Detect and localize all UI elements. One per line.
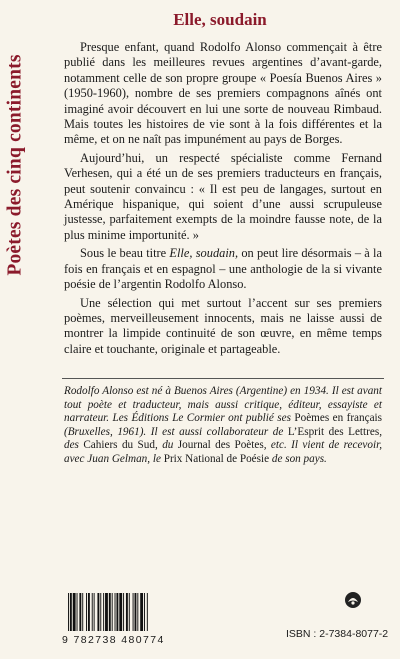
divider bbox=[62, 378, 384, 379]
barcode-bar bbox=[115, 593, 116, 631]
bio-s10: Prix National de Poésie bbox=[163, 452, 270, 465]
barcode-bar bbox=[82, 593, 83, 631]
isbn: ISBN : 2-7384-8077-2 bbox=[286, 628, 389, 640]
series-title-text: Poètes des cinq continents bbox=[5, 54, 27, 276]
barcode-bar bbox=[116, 593, 118, 631]
barcode-bar bbox=[73, 593, 76, 631]
barcode-bar bbox=[135, 593, 137, 631]
barcode-bar bbox=[79, 593, 81, 631]
bio-s1: Rodolfo Alonso est né à Buenos Aires (Argentine) en 1934. Il est avant tout poète et traducteur, mais aussi critique, éditeur, essayiste et narrateur. Les Éditions Le Cormier ont publié ses bbox=[64, 385, 382, 425]
book-title: Elle, soudain bbox=[173, 10, 267, 29]
blurb-p3-post: on peut lire désormais – à la fois en français et en espagnol – une anthologie de la si vivante poésie de l’argentin Rodolfo Alonso. bbox=[64, 246, 382, 292]
barcode-bar bbox=[137, 593, 138, 631]
bio-s9: , etc. Il vient de recevoir, avec Juan Gelman, le bbox=[64, 439, 382, 465]
blurb-paragraph-4: Une sélection qui met surtout l’accent sur ses premiers poèmes, merveilleusement innocents, mais ne laisse aussi de montrer la limpide continuité de son œuvre, en même temps claire et touchante, originale et partageable. bbox=[64, 295, 382, 356]
barcode-bar bbox=[112, 593, 113, 631]
blurb-paragraph-3 bbox=[64, 246, 382, 292]
bio-s11: de son pays. bbox=[269, 452, 327, 465]
barcode-bar bbox=[86, 593, 87, 631]
bio-s7: , du bbox=[154, 439, 178, 452]
barcode-bar bbox=[68, 593, 69, 631]
author-bio bbox=[64, 385, 382, 467]
barcode-bar bbox=[126, 593, 128, 631]
series-title-vertical bbox=[0, 0, 39, 330]
bio-s2: Poèmes en français bbox=[294, 412, 382, 425]
barcode-bar bbox=[103, 593, 104, 631]
bio-s3: (Bruxelles, 1961). Il est aussi collaborateur de bbox=[64, 425, 288, 438]
barcode-bar bbox=[92, 593, 93, 631]
bio-s5: , des bbox=[64, 425, 382, 452]
blurb-p3-pre: Sous le beau titre bbox=[80, 246, 170, 261]
blurb-p3-title: Elle, soudain, bbox=[169, 246, 239, 261]
barcode-bar bbox=[133, 593, 134, 631]
bio-s6: Cahiers du Sud bbox=[83, 439, 155, 452]
barcode-bar bbox=[119, 593, 122, 631]
barcode-bar bbox=[140, 593, 143, 631]
barcode-bar bbox=[109, 593, 111, 631]
publisher-logo-icon bbox=[344, 591, 362, 609]
barcode-bar bbox=[94, 593, 95, 631]
barcode-bar bbox=[147, 593, 148, 631]
blurb bbox=[64, 40, 382, 360]
barcode-bar bbox=[77, 593, 78, 631]
author-bio-text bbox=[64, 385, 382, 467]
barcode-bar bbox=[70, 593, 72, 631]
barcode-number: 9 782738 480774 bbox=[62, 634, 165, 646]
barcode-bar bbox=[100, 593, 101, 631]
bio-s8: Journal des Poètes bbox=[177, 439, 264, 452]
bio-s4: L’Esprit des Lettres bbox=[287, 425, 380, 438]
barcode-bar bbox=[97, 593, 99, 631]
barcode-bar bbox=[144, 593, 145, 631]
blurb-paragraph-2: Aujourd’hui, un respecté spécialiste comme Fernand Verhesen, qui a été un de ses premiers traducteurs en français, peut soutenir convaincu : « Il est peu de langages, surtout en Amérique hispanique, qui soient d’une aussi scrupuleuse justesse, parfaitement exempts de la moindre fausse note, de la plus minime importunité. » bbox=[64, 150, 382, 242]
barcode-bar bbox=[123, 593, 124, 631]
barcode-bar bbox=[105, 593, 108, 631]
blurb-paragraph-1: Presque enfant, quand Rodolfo Alonso commençait à être publié dans les meilleures revues argentines d’avant-garde, notamment celle de son propre groupe « Poesía Buenos Aires » (1950-1960), nombre de ses premiers compagnons aînés ont imaginé avoir découvert en lui une sorte de nouveau Rimbaud. Mais toutes les histoires de vie sont à la fois différentes et la même, et on ne naît pas impunément au pays de Borges. bbox=[64, 40, 382, 147]
barcode-bar bbox=[129, 593, 130, 631]
barcode-bar bbox=[88, 593, 90, 631]
